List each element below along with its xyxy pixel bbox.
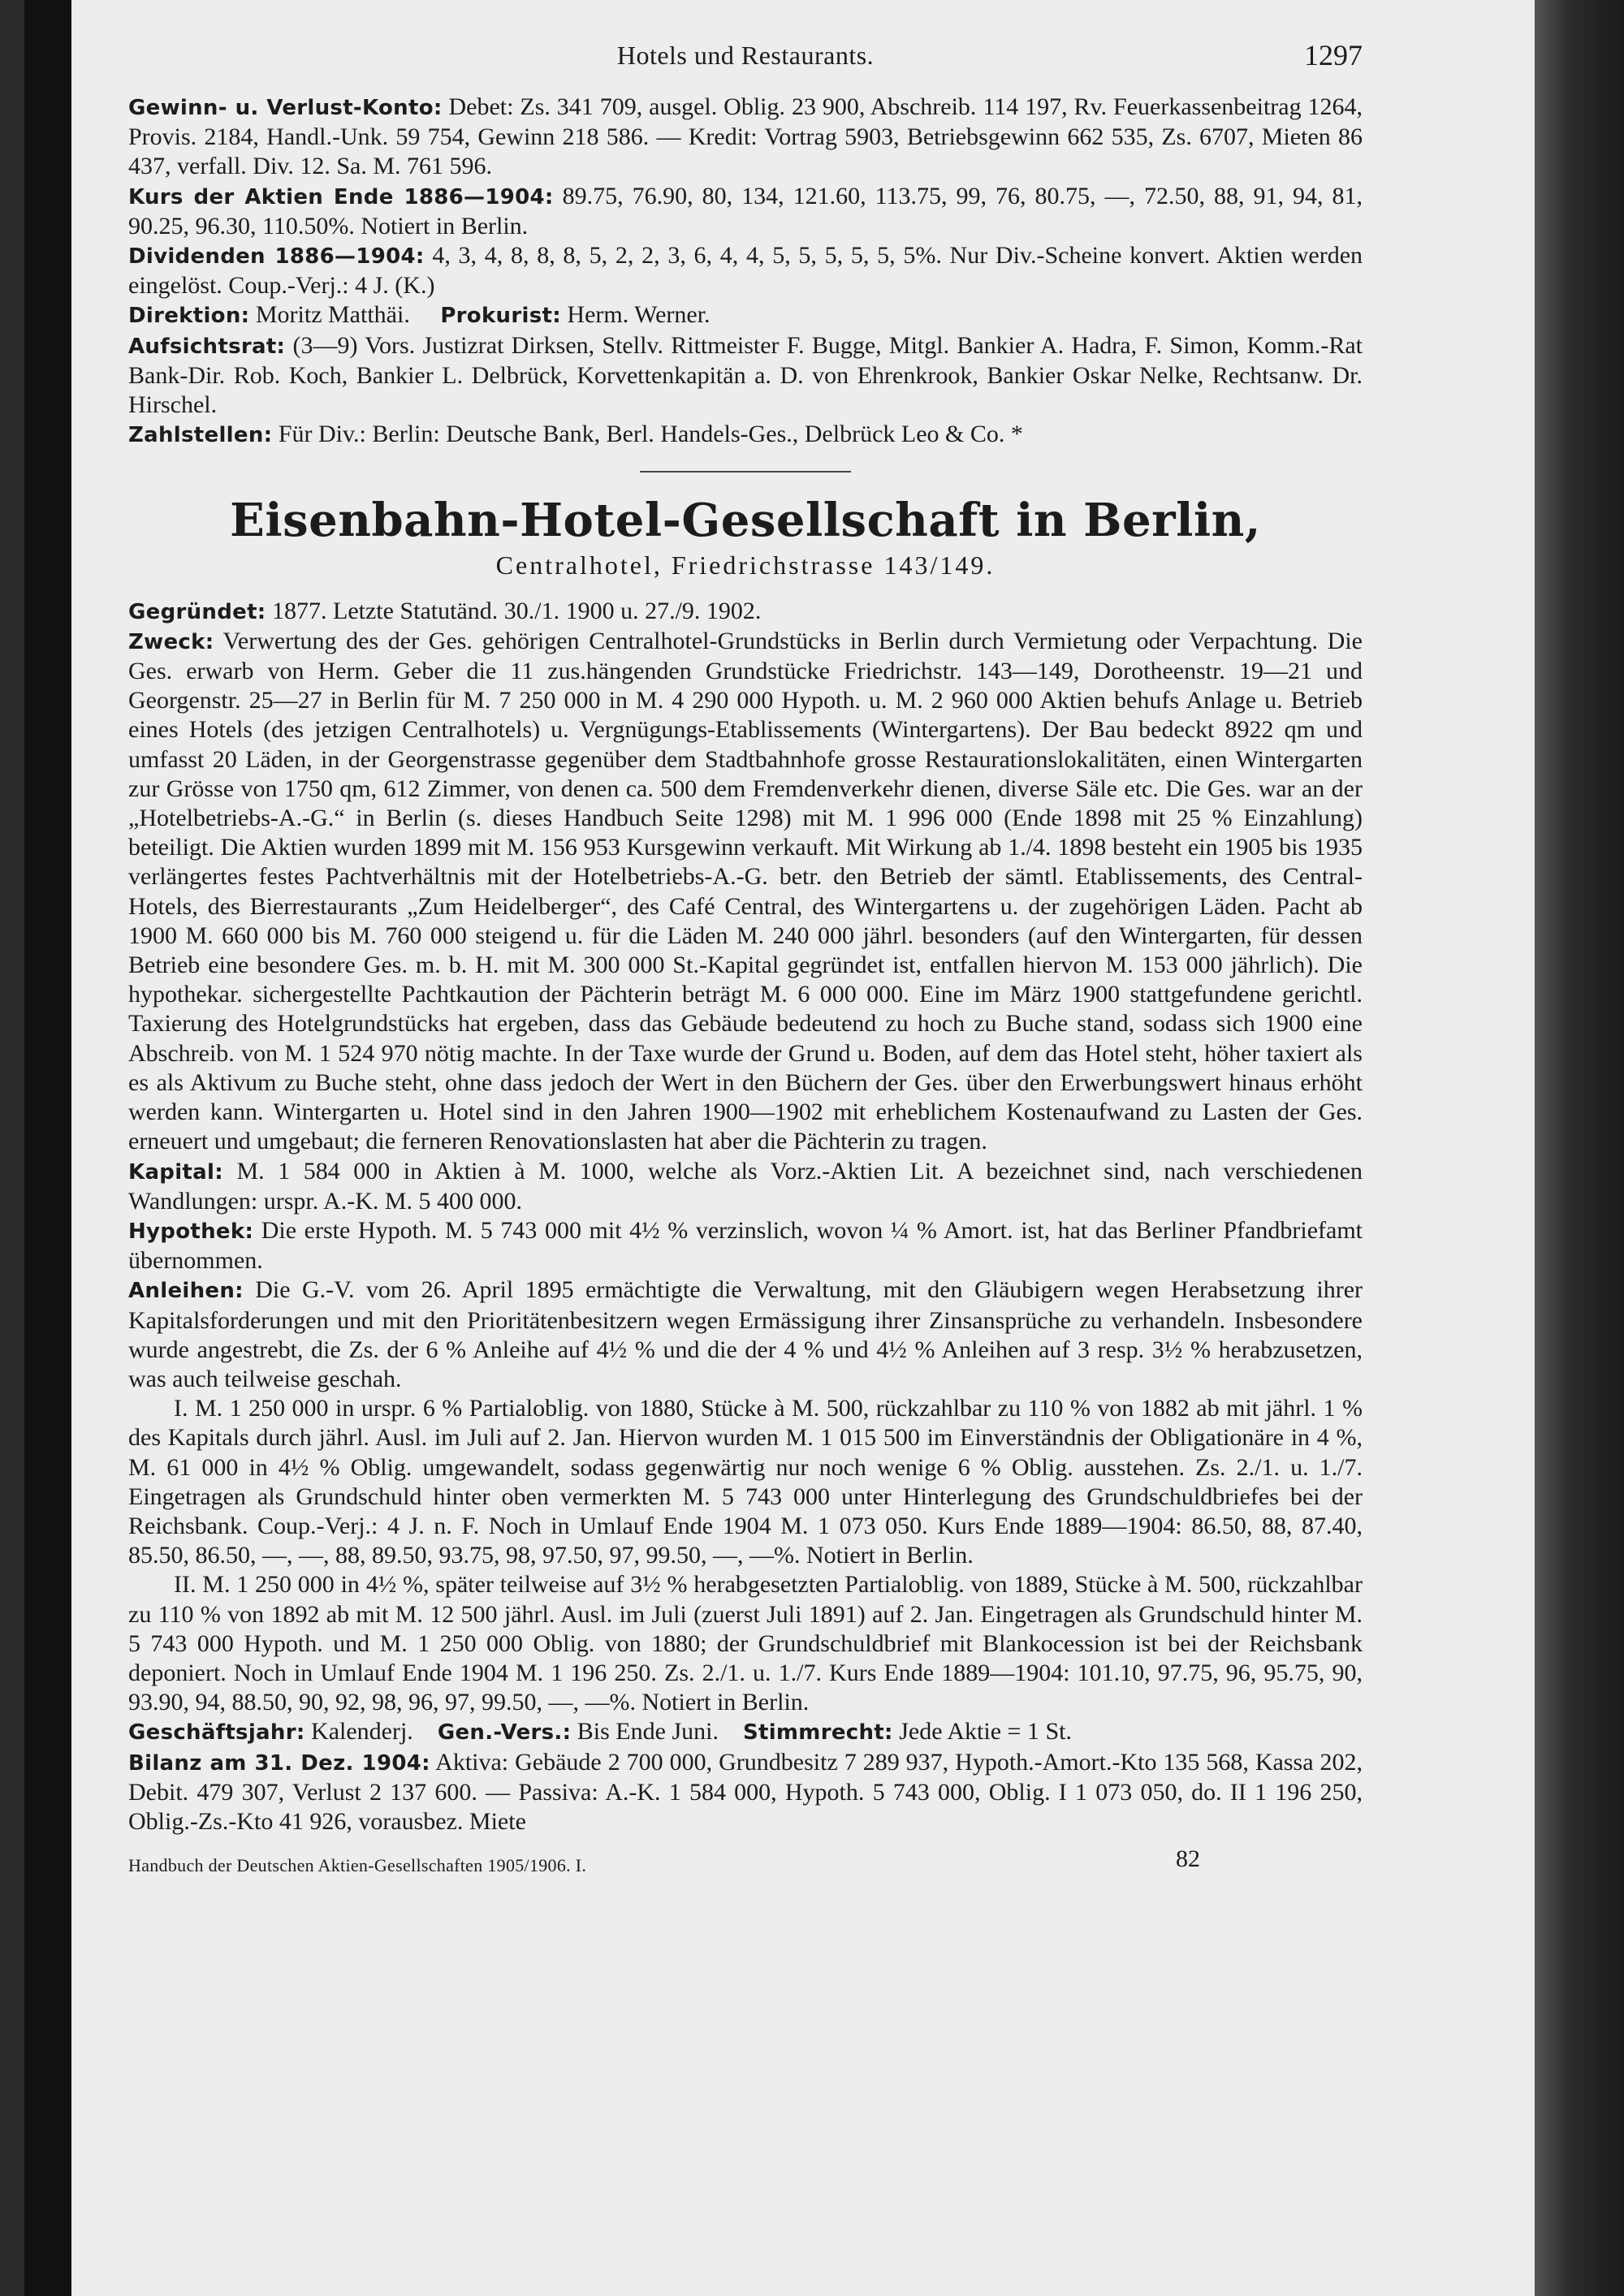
entry-label: Kurs der Aktien Ende 1886—1904: <box>128 184 554 209</box>
entry-label-stimmrecht: Stimmrecht: <box>742 1720 893 1746</box>
entry-bilanz <box>128 1748 1363 1837</box>
entry-label: Geschäftsjahr: <box>128 1720 305 1746</box>
entry-gegruendet <box>128 597 1363 627</box>
page-footer <box>128 1845 1363 1884</box>
entry-text: Moritz Matthäi. <box>255 301 410 329</box>
entry-text: Die G.-V. vom 26. April 1895 ermächtigte die Verwaltung, mit den Gläubigern wegen Herabsetzung ihrer Kapitalsforderungen und mit den Prioritätenbesitzern wegen Ermässigung ihrer Zinsansprüche zu verhandeln. Insbesondere wurde angestrebt, die Zs. der 6 % Anleihe auf 4½ % und die der 4 % und 4½ % Anleihen auf 3 resp. 3½ % herabzusetzen, was auch teilweise geschah. <box>128 1276 1363 1392</box>
page-number: 1297 <box>1304 39 1363 71</box>
entry-label-genvers: Gen.-Vers.: <box>437 1720 572 1746</box>
entry-aufsichtsrat <box>128 331 1363 421</box>
entry-direktion <box>128 300 1363 330</box>
entry-label: Gewinn- u. Verlust-Konto: <box>128 96 443 120</box>
entry-text: II. M. 1 250 000 in 4½ %, später teilweise auf 3½ % herabgesetzten Partialoblig. von 1889, Stücke à M. 500, rückzahlbar zu 110 % von 1892 ab mit M. 12 500 jährl. Ausl. im Juli (zuerst Juli 1891) auf 2. Jan. Eingetragen als Grundschuld hinter M. 5 743 000 Hypoth. und M. 1 250 000 Oblig. von 1880; der Grundschuldbrief mit Blankocession ist bei der Reichsbank deponiert. Noch in Umlauf Ende 1904 M. 1 196 250. Zs. 2./1. u. 1./7. Kurs Ende 1889—1904: 101.10, 97.75, 96, 95.75, 90, 93.90, 94, 88.50, 90, 92, 98, 96, 97, 99.50, —, —%. Notiert in Berlin. <box>128 1571 1363 1716</box>
entry-text: Verwertung des der Ges. gehörigen Centralhotel-Grundstücks in Berlin durch Vermietung oder Verpachtung. Die Ges. erwarb von Herm. Geber die 11 zus.hängenden Grundstücke Friedrichstr. 143—149, Dorotheenstr. 19—21 und Georgenstr. 25—27 in Berlin für M. 7 250 000 in M. 4 290 000 Hypoth. u. M. 2 960 000 Aktien behufs Anlage u. Betrieb eines Hotels (des jetzigen Centralhotels) u. Vergnügungs-Etablissements (Wintergartens). Der Bau bedeckt 8922 qm und umfasst 20 Läden, in der Georgenstrasse gegenüber dem Stadtbahnhofe grosse Restaurationslokalitäten, einen Wintergarten zur Grösse von 1750 qm, 612 Zimmer, von denen ca. 500 dem Fremdenverkehr dienen, diverse Säle etc. Die Ges. war an der „Hotelbetriebs-A.-G.“ in Berlin (s. dieses Handbuch Seite 1298) mit M. 1 996 000 (Ende 1898 mit 25 % Einzahlung) beteiligt. Die Aktien wurden 1899 mit M. 156 953 Kursgewinn verkauft. Mit Wirkung ab 1./4. 1898 besteht ein 1905 bis 1935 verlängertes festes Pachtverhältnis mit der Hotelbetriebs-A.-G. betr. den Betrieb der sämtl. Etablissements, des Central-Hotels, des Bierrestaurants „Zum Heidelberger“, des Café Central, des Wintergartens u. der zugehörigen Läden. Pacht ab 1900 M. 660 000 bis M. 760 000 steigend u. für die Läden M. 240 000 jährl. besonders (auf den Wintergarten, für dessen Betrieb eine besondere Ges. m. b. H. mit M. 300 000 St.-Kapital gegründet ist, entfallen hiervon M. 153 000 jährlich). Die hypothekar. sichergestellte Pachtkaution der Pächterin beträgt M. 6 000 000. Eine im März 1900 stattgefundene gerichtl. Taxierung des Hotelgrundstücks hat ergeben, dass das Gebäude bedeutend zu hoch zu Buche stand, sodass sich 1900 eine Abschreib. von M. 1 524 970 nötig machte. In der Taxe wurde der Grund u. Boden, auf dem das Hotel steht, höher taxiert als es als Aktivum zu Buche steht, ohne dass jedoch der Wert in den Büchern der Ges. über den Erwerbungswert hinaus erhöht werden kann. Wintergarten u. Hotel sind in den Jahren 1900—1902 mit erheblichem Kostenaufwand zu Lasten der Ges. erneuert und umgebaut; die ferneren Renovationslasten hat aber die Pächterin zu tragen. <box>128 627 1363 1155</box>
entry-text: I. M. 1 250 000 in urspr. 6 % Partialoblig. von 1880, Stücke à M. 500, rückzahlbar zu 110 % von 1882 ab mit jährl. 1 % des Kapitals durch jährl. Ausl. im Juli auf 2. Jan. Hiervon wurden M. 1 015 500 im Einverständnis der Obligationäre in 4 %, M. 61 000 in 4½ % Oblig. umgewandelt, sodass gegenwärtig nur noch wenige 6 % Oblig. ausstehen. Zs. 2./1. u. 1./7. Eingetragen als Grundschuld hinter oben vermerkten M. 5 743 000 unter Hinterlegung des Grundschuldbriefes bei der Reichsbank. Coup.-Verj.: 4 J. n. F. Noch in Umlauf Ende 1904 M. 1 073 050. Kurs Ende 1889—1904: 86.50, 88, 87.40, 85.50, 86.50, —, —, 88, 89.50, 93.75, 98, 97.50, 97, 99.50, —, —%. Notiert in Berlin. <box>128 1395 1363 1569</box>
entry-gewinn-verlust <box>128 93 1363 182</box>
footer-publication: Handbuch der Deutschen Aktien-Gesellschaften 1905/1906. I. <box>128 1855 587 1876</box>
entry-label: Kapital: <box>128 1159 223 1185</box>
entry-label: Aufsichtsrat: <box>128 334 286 359</box>
entry-text-stimmrecht: Jede Aktie = 1 St. <box>899 1718 1072 1746</box>
entry-text-prokurist: Herm. Werner. <box>567 301 710 329</box>
entry-anleihen <box>128 1275 1363 1394</box>
entry-text: M. 1 584 000 in Aktien à M. 1000, welche als Vorz.-Aktien Lit. A bezeichnet sind, nach verschiedenen Wandlungen: urspr. A.-K. M. 5 400 000. <box>128 1157 1363 1215</box>
entry-label-prokurist: Prokurist: <box>440 304 561 329</box>
entry-label: Bilanz am 31. Dez. 1904: <box>128 1750 430 1776</box>
entry-text: Aktiva: Gebäude 2 700 000, Grundbesitz 7 289 937, Hypoth.-Amort.-Kto 135 568, Kassa 202, Debit. 479 307, Verlust 2 137 600. — Passiva: A.-K. 1 584 000, Hypoth. 5 743 000, Oblig. I 1 073 050, do. II 1 196 250, Oblig.-Zs.-Kto 41 926, vorausbez. Miete <box>128 1748 1363 1835</box>
company-subtitle: Centralhotel, Friedrichstrasse 143/149. <box>495 550 996 580</box>
entry-zweck <box>128 627 1363 1157</box>
entry-geschaeftsjahr <box>128 1717 1363 1747</box>
entry-hypothek <box>128 1216 1363 1275</box>
entry-text: Debet: Zs. 341 709, ausgel. Oblig. 23 900, Abschreib. 114 197, Rv. Feuerkassenbeitrag 1264, Provis. 2184, Handl.-Unk. 59 754, Gewinn 218 586. — Kredit: Vortrag 5903, Betriebsgewinn 662 535, Zs. 6707, Mieten 86 437, verfall. Div. 12. Sa. M. 761 596. <box>128 93 1363 180</box>
entry-label: Zweck: <box>128 629 214 654</box>
entry-kapital <box>128 1157 1363 1216</box>
entry-label: Direktion: <box>128 304 250 329</box>
entry-text: 4, 3, 4, 8, 8, 8, 5, 2, 2, 3, 6, 4, 4, 5, 5, 5, 5, 5, 5%. Nur Div.-Scheine konvert. Aktien werden eingelöst. Coup.-Verj.: 4 J. (K.) <box>128 242 1363 300</box>
entry-label: Hypothek: <box>128 1219 254 1244</box>
page-content <box>128 41 1363 1884</box>
entry-label: Anleihen: <box>128 1279 244 1304</box>
running-head <box>128 41 1363 80</box>
scan-left-border <box>24 0 71 2296</box>
entry-anleihe-2 <box>128 1570 1363 1717</box>
entry-dividenden <box>128 241 1363 300</box>
entry-anleihe-1 <box>128 1394 1363 1570</box>
entry-kurs <box>128 182 1363 241</box>
footer-signature-number: 82 <box>1176 1845 1200 1873</box>
entry-label: Dividenden 1886—1904: <box>128 244 425 270</box>
entry-text: 1877. Letzte Statutänd. 30./1. 1900 u. 27./9. 1902. <box>272 597 762 624</box>
entry-label: Zahlstellen: <box>128 423 273 448</box>
entry-text: (3—9) Vors. Justizrat Dirksen, Stellv. Rittmeister F. Bugge, Mitgl. Bankier A. Hadra, F. Simon, Komm.-Rat Bank-Dir. Rob. Koch, Bankier L. Delbrück, Korvettenkapitän a. D. von Ehrenkrook, Bankier Oskar Nelke, Rechtsanw. Dr. Hirschel. <box>128 331 1363 419</box>
entry-zahlstellen <box>128 420 1363 450</box>
entry-label: Gegründet: <box>128 599 266 624</box>
entry-text: Für Div.: Berlin: Deutsche Bank, Berl. Handels-Ges., Delbrück Leo & Co. * <box>278 421 1023 448</box>
entry-text-genvers: Bis Ende Juni. <box>577 1718 719 1746</box>
company-title: Eisenbahn-Hotel-Gesellschaft in Berlin, <box>230 494 1261 548</box>
section-divider <box>640 471 851 473</box>
entry-text: Die erste Hypoth. M. 5 743 000 mit 4½ % verzinslich, wovon ¼ % Amort. ist, hat das Berliner Pfandbriefamt übernommen. <box>128 1216 1363 1275</box>
entry-text: 89.75, 76.90, 80, 134, 121.60, 113.75, 99, 76, 80.75, —, 72.50, 88, 91, 94, 81, 90.25, 96.30, 110.50%. Notiert in Berlin. <box>128 182 1363 240</box>
entry-text: Kalenderj. <box>311 1718 413 1746</box>
running-head-title: Hotels und Restaurants. <box>616 41 875 70</box>
scan-right-border <box>1535 0 1624 2296</box>
